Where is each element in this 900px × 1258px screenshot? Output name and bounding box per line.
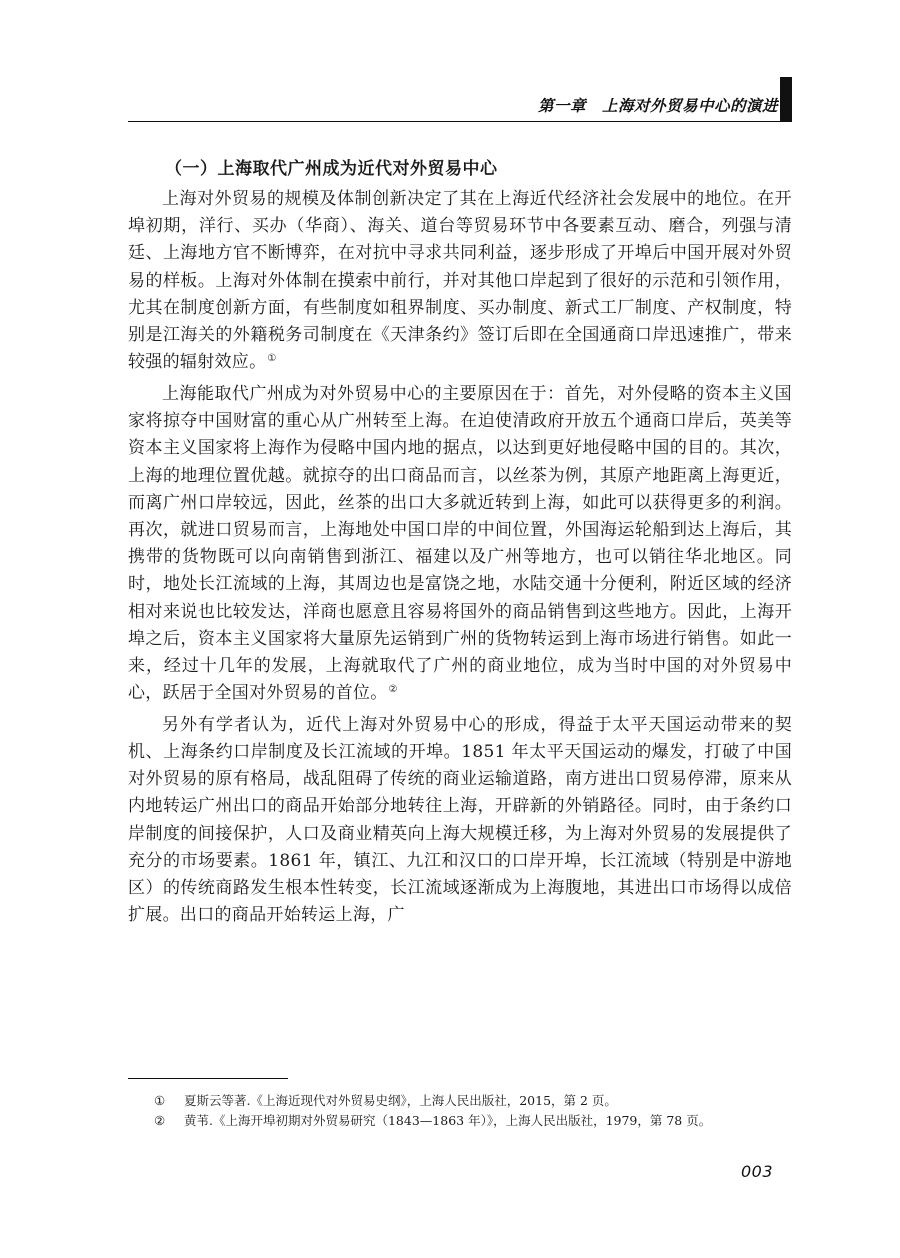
paragraph-2-text: 上海能取代广州成为对外贸易中心的主要原因在于：首先，对外侵略的资本主义国家将掠夺中国财富的重心从广州转至上海。在迫使清政府开放五个通商口岸后，英美等资本主义国家将上海作为侵略中国内地的据点，以达到更好地侵略中国的目的。其次，上海的地理位置优越。就掠夺的出口商品而言，以丝茶为例，其原产地距离上海更近，而离广州口岸较远，因此，丝茶的出口大多就近转到上海，如此可以获得更多的利润。再次，就进口贸易而言，上海地处中国口岸的中间位置，外国海运轮船到达上海后，其携带的货物既可以向南销售到浙江、福建以及广州等地方，也可以销往华北地区。同时，地处长江流域的上海，其周边也是富饶之地，水陆交通十分便利，附近区域的经济相对来说也比较发达，洋商也愿意且容易将国外的商品销售到这些地方。因此，上海开埠之后，资本主义国家将大量原先运销到广州的货物转运到上海市场进行销售。如此一来，经过十几年的发展，上海就取代了广州的商业地位，成为当时中国的对外贸易中心，跃居于全国对外贸易的首位。 xyxy=(128,383,792,704)
footnote-1 xyxy=(154,1091,794,1111)
paragraph-3-text: 另外有学者认为，近代上海对外贸易中心的形成，得益于太平天国运动带来的契机、上海条约口岸制度及长江流域的开埠。1851 年太平天国运动的爆发，打破了中国对外贸易的原有格局，战乱阻碍了传统的商业运输道路，南方进出口贸易停滞，原来从内地转运广州出口的商品开始部分地转往上海，开辟新的外销路径。同时，由于条约口岸制度的间接保护，人口及商业精英向上海大规模迁移，为上海对外贸易的发展提供了充分的市场要素。1861 年，镇江、九江和汉口的口岸开埠，长江流域（特别是中游地区）的传统商路发生根本性转变，长江流域逐渐成为上海腹地，其进出口市场得以成倍扩展。出口的商品开始转运上海，广 xyxy=(128,714,792,926)
paragraph-1 xyxy=(128,186,792,376)
body-text xyxy=(128,152,792,929)
footnote-1-mark: ① xyxy=(154,1093,166,1108)
paragraph-2 xyxy=(128,381,792,707)
page-number: 003 xyxy=(740,1162,773,1181)
footnote-2-text: 黄苇.《上海开埠初期对外贸易研究（1843—1863 年）》，上海人民出版社，1979，第 78 页。 xyxy=(184,1113,712,1128)
footnote-ref-2: ② xyxy=(388,683,398,695)
footnote-2-mark: ② xyxy=(154,1113,166,1128)
footnotes xyxy=(154,1091,794,1131)
paragraph-1-text: 上海对外贸易的规模及体制创新决定了其在上海近代经济社会发展中的地位。在开埠初期，洋行、买办（华商）、海关、道台等贸易环节中各要素互动、磨合，列强与清廷、上海地方官不断博弈，在对抗中寻求共同利益，逐步形成了开埠后中国开展对外贸易的样板。上海对外体制在摸索中前行，并对其他口岸起到了很好的示范和引领作用，尤其在制度创新方面，有些制度如租界制度、买办制度、新式工厂制度、产权制度，特别是江海关的外籍税务司制度在《天津条约》签订后即在全国通商口岸迅速推广，带来较强的辐射效应。 xyxy=(128,189,792,373)
footnote-ref-1: ① xyxy=(267,352,277,364)
running-head: 第一章 上海对外贸易中心的演进 xyxy=(537,97,778,115)
footnote-1-text: 夏斯云等著.《上海近现代对外贸易史纲》，上海人民出版社，2015，第 2 页。 xyxy=(184,1093,617,1108)
header-bar xyxy=(780,77,792,121)
header-rule xyxy=(128,121,792,122)
paragraph-3 xyxy=(128,712,792,930)
footnote-2 xyxy=(154,1111,794,1131)
footnote-rule xyxy=(128,1078,288,1079)
section-heading: （一）上海取代广州成为近代对外贸易中心 xyxy=(165,159,498,179)
